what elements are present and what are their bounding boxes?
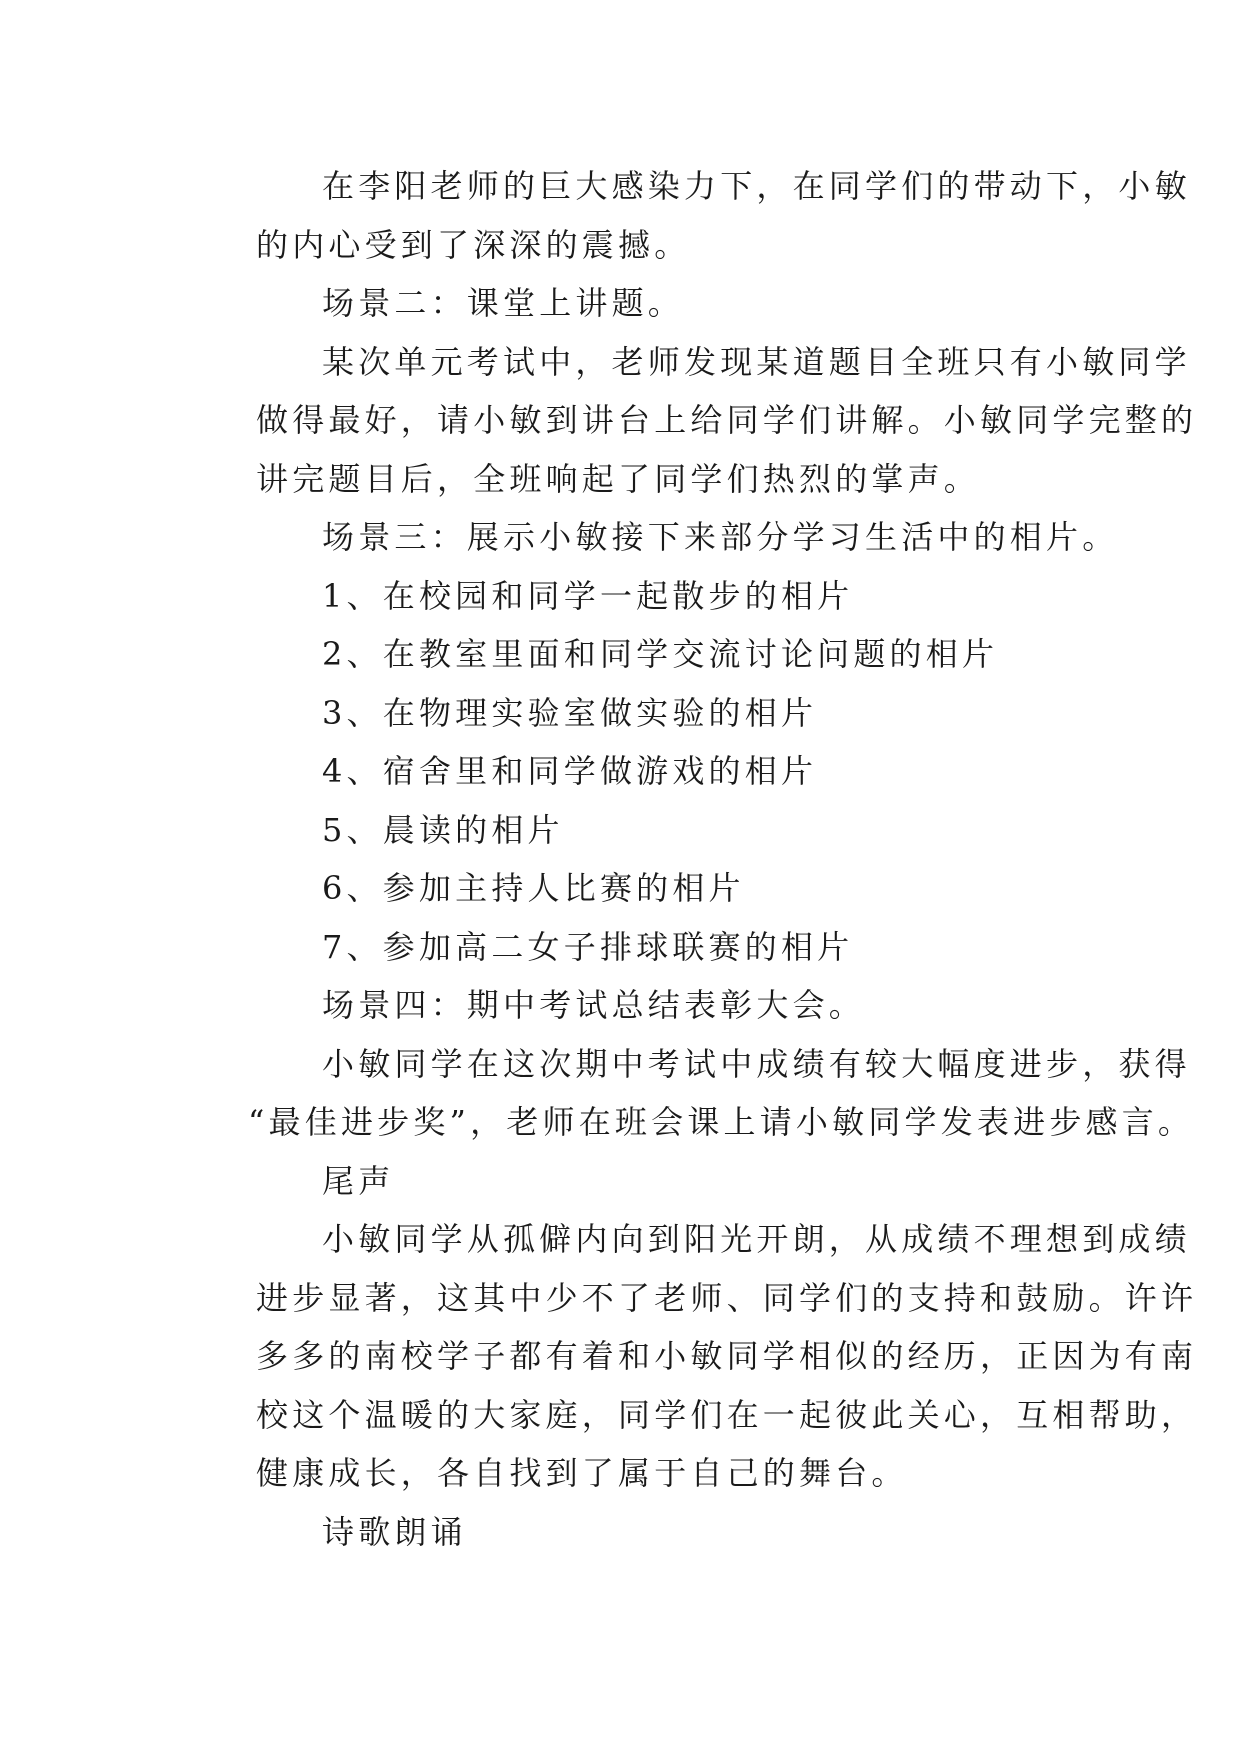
paragraph bbox=[190, 1210, 1198, 1503]
text-line: 7、参加高二女子排球联赛的相片 bbox=[322, 927, 854, 966]
text-line: 6、参加主持人比赛的相片 bbox=[322, 869, 745, 907]
text-line: 1、在校园和同学一起散步的相片 bbox=[322, 576, 854, 615]
text-line: 某次单元考试中，老师发现某道题目全班只有小敏同学 bbox=[322, 342, 1191, 381]
list-item bbox=[190, 801, 1090, 860]
section-heading bbox=[190, 1503, 1090, 1562]
list-item bbox=[190, 918, 1090, 977]
paragraph bbox=[190, 157, 1191, 274]
text-line: 场景四：期中考试总结表彰大会。 bbox=[322, 986, 866, 1024]
scene-heading bbox=[190, 976, 1090, 1035]
scene-heading bbox=[190, 274, 1090, 333]
document-body bbox=[190, 157, 1198, 1561]
text-line: 的内心受到了深深的震撼。 bbox=[256, 225, 691, 264]
text-line: 诗歌朗诵 bbox=[322, 1512, 467, 1551]
text-line: 3、在物理实验室做实验的相片 bbox=[322, 693, 818, 732]
list-item bbox=[190, 684, 1090, 743]
section-heading bbox=[190, 1152, 1090, 1211]
text-line: 5、晨读的相片 bbox=[322, 810, 564, 849]
paragraph bbox=[190, 1035, 1195, 1152]
list-item bbox=[190, 567, 1090, 626]
text-line: 做得最好，请小敏到讲台上给同学们讲解。小敏同学完整的 bbox=[256, 401, 1198, 439]
list-item bbox=[190, 742, 1090, 801]
text-line: 进步显著，这其中少不了老师、同学们的支持和鼓励。许许 bbox=[256, 1278, 1198, 1317]
text-line: 小敏同学从孤僻内向到阳光开朗，从成绩不理想到成绩 bbox=[322, 1220, 1191, 1258]
text-line: 多多的南校学子都有着和小敏同学相似的经历，正因为有南 bbox=[256, 1337, 1198, 1375]
text-line: 场景二：课堂上讲题。 bbox=[322, 284, 685, 322]
text-line: 尾声 bbox=[322, 1161, 395, 1200]
list-item bbox=[190, 859, 1090, 918]
text-line: 小敏同学在这次期中考试中成绩有较大幅度进步，获得 bbox=[322, 1044, 1191, 1083]
text-line: 场景三：展示小敏接下来部分学习生活中的相片。 bbox=[322, 518, 1119, 556]
text-line: 2、在教室里面和同学交流讨论问题的相片 bbox=[322, 635, 999, 673]
text-line: 健康成长，各自找到了属于自己的舞台。 bbox=[256, 1454, 908, 1492]
text-line: 在李阳老师的巨大感染力下，在同学们的带动下，小敏 bbox=[322, 167, 1191, 205]
list-item bbox=[190, 625, 1090, 684]
scene-heading bbox=[190, 508, 1119, 567]
text-line: 讲完题目后，全班响起了同学们热烈的掌声。 bbox=[256, 459, 981, 498]
text-line: 4、宿舍里和同学做游戏的相片 bbox=[322, 752, 818, 790]
paragraph bbox=[190, 333, 1198, 509]
text-line: 校这个温暖的大家庭，同学们在一起彼此关心，互相帮助， bbox=[256, 1395, 1198, 1434]
text-line: “最佳进步奖”，老师在班会课上请小敏同学发表进步感言。 bbox=[248, 1103, 1195, 1141]
